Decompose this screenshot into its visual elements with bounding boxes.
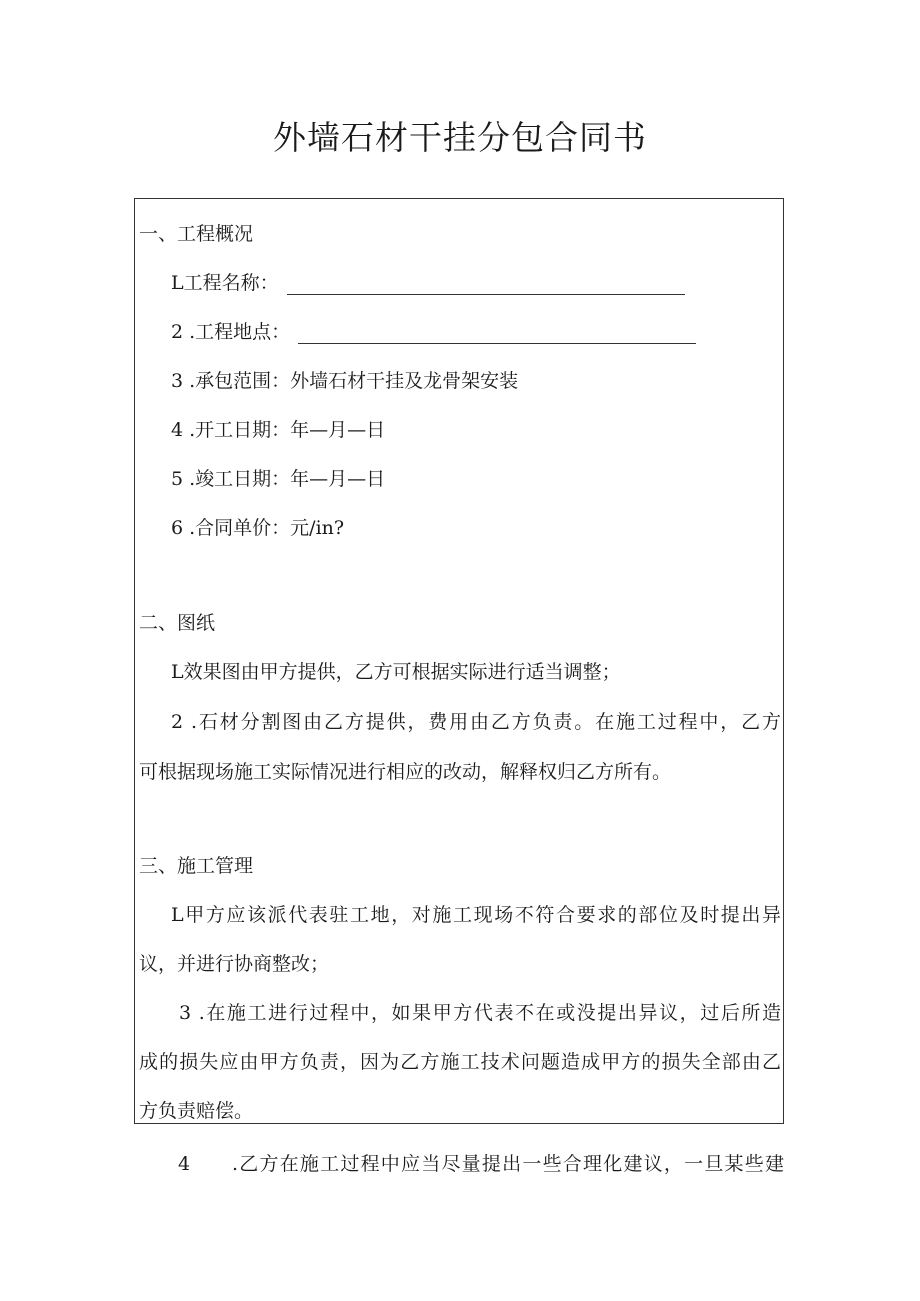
management-item-3-line2: 成的损失应由甲方负责，因为乙方施工技术问题造成甲方的损失全部由乙 [139, 1051, 781, 1073]
contract-scope: 3 .承包范围：外墙石材干挂及龙骨架安装 [171, 370, 519, 392]
continuation-number: 4 [178, 1153, 191, 1175]
project-location-blank[interactable] [298, 323, 696, 344]
project-name-row [171, 271, 685, 295]
management-item-3-line1: 3 .在施工进行过程中，如果甲方代表不在或没提出异议，过后所造 [179, 1002, 781, 1024]
contract-content-box [134, 198, 784, 1124]
project-location-label: 2 .工程地点： [171, 321, 291, 343]
drawings-item-2-line2: 可根据现场施工实际情况进行相应的改动，解释权归乙方所有。 [139, 761, 672, 783]
section1-heading: 一、工程概况 [139, 223, 254, 245]
section2-heading: 二、图纸 [139, 612, 216, 634]
completion-date: 5 .竣工日期：年—月—日 [171, 468, 386, 490]
document-title: 外墙石材干挂分包合同书 [273, 118, 647, 157]
continuation-text: .乙方在施工过程中应当尽量提出一些合理化建议，一旦某些建 [232, 1153, 784, 1175]
project-name-label: L工程名称： [171, 272, 279, 294]
drawings-item-1: L效果图由甲方提供，乙方可根据实际进行适当调整； [171, 661, 621, 683]
unit-price: 6 .合同单价：元/in? [171, 517, 345, 539]
project-name-blank[interactable] [287, 274, 685, 295]
start-date: 4 .开工日期：年—月—日 [171, 419, 386, 441]
management-item-3-line3: 方负责赔偿。 [139, 1100, 254, 1122]
management-item-1-line1: L甲方应该派代表驻工地，对施工现场不符合要求的部位及时提出异 [171, 904, 781, 926]
management-item-1-line2: 议，并进行协商整改； [139, 953, 330, 975]
drawings-item-2-line1: 2 .石材分割图由乙方提供，费用由乙方负责。在施工过程中，乙方 [171, 711, 781, 733]
section3-heading: 三、施工管理 [139, 855, 254, 877]
project-location-row [171, 320, 696, 344]
